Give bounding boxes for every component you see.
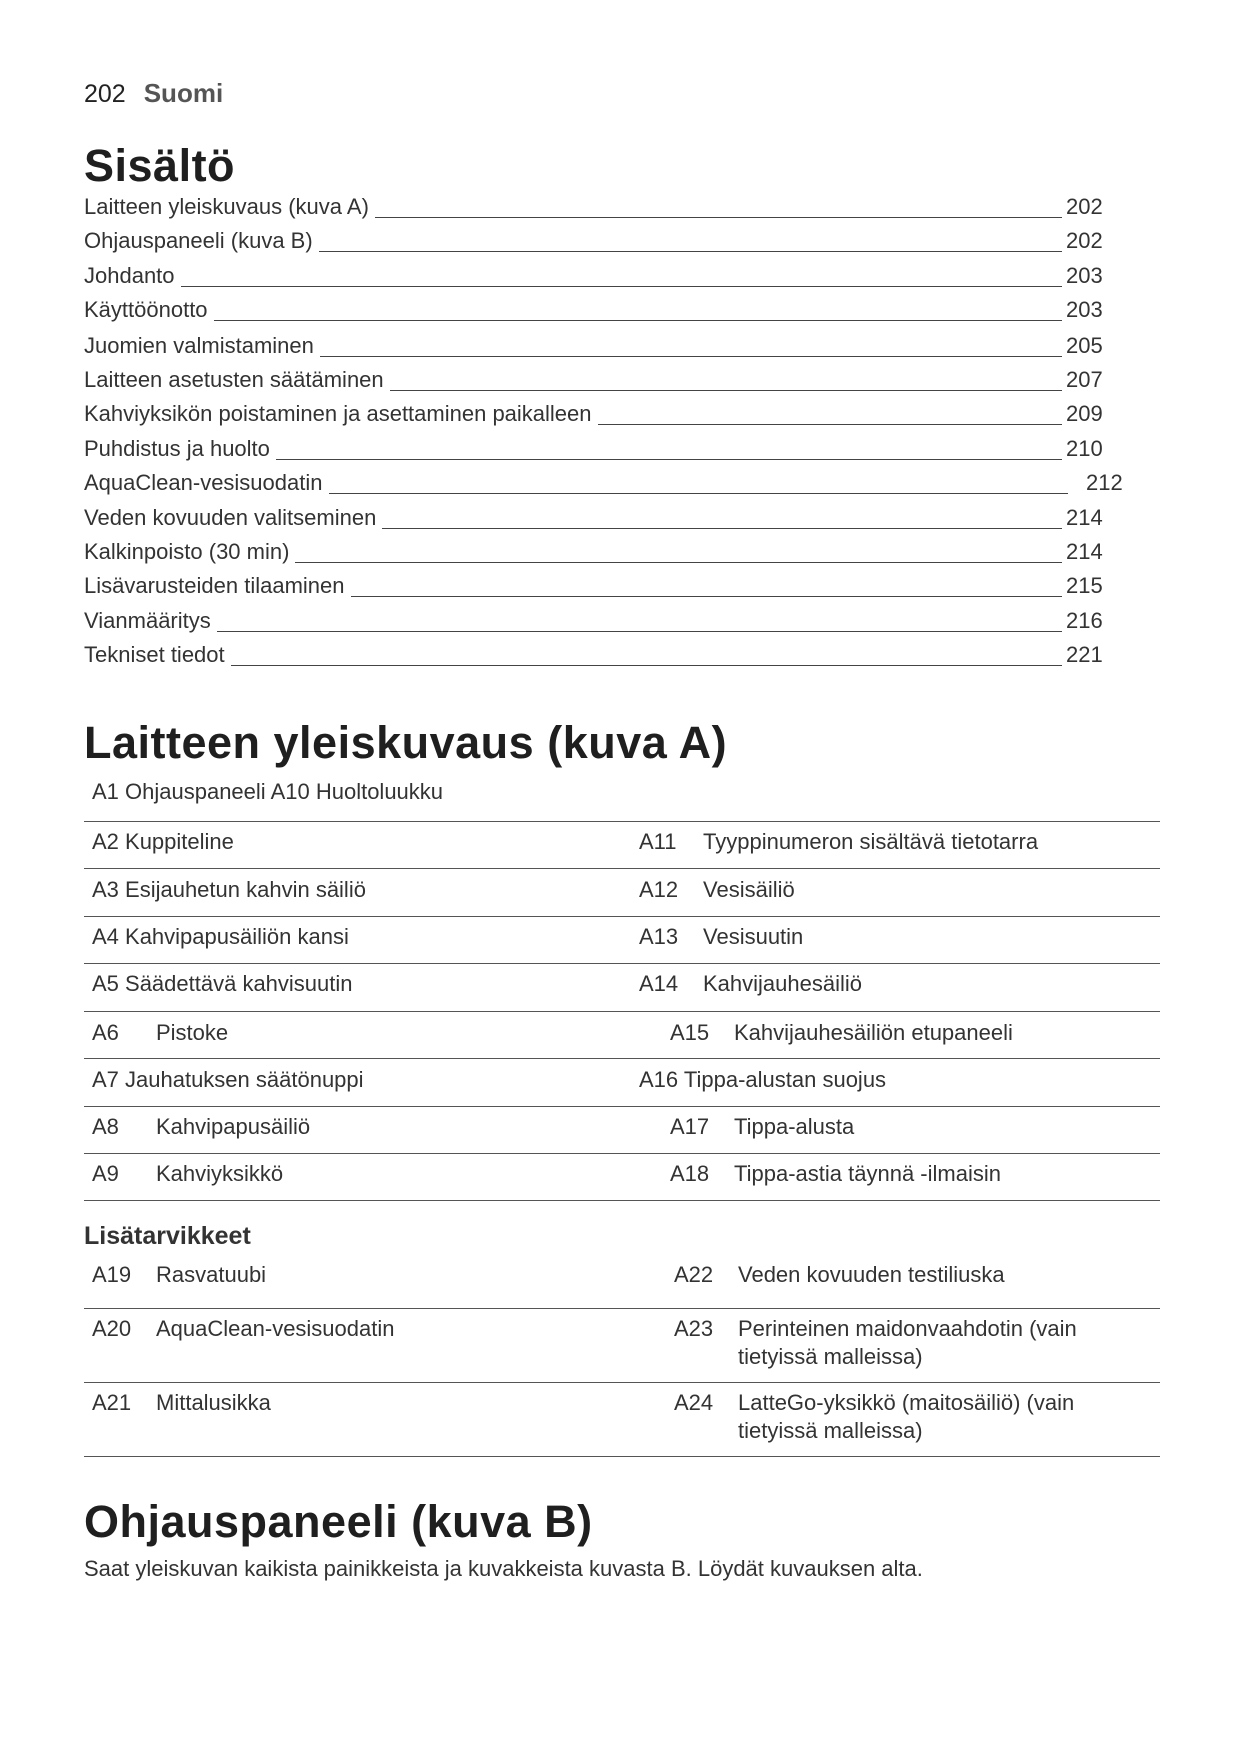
part-code: A11 [639, 829, 677, 854]
part-name: A4 Kahvipapusäiliön kansi [92, 924, 349, 949]
toc-entry-label: Vianmääritys [84, 608, 215, 634]
overview-title: Laitteen yleiskuvaus (kuva A) [84, 717, 728, 768]
toc-leader-line [217, 631, 1062, 632]
toc-entry [84, 608, 1164, 638]
toc-entry-page: 214 [1066, 539, 1103, 564]
toc-entry-label: Veden kovuuden valitseminen [84, 505, 380, 531]
toc-leader-line [375, 217, 1062, 218]
part-name: Kahvijauhesäiliö [703, 971, 862, 996]
part-code: A24 [674, 1390, 714, 1415]
control-panel-text: Saat yleiskuvan kaikista painikkeista ja kuvakkeista kuvasta B. Löydät kuvauksen alta. [84, 1556, 923, 1581]
toc-entry [84, 297, 1164, 327]
toc-entry-page: 209 [1066, 401, 1103, 426]
toc-leader-line [276, 459, 1062, 460]
toc-entry [84, 263, 1164, 293]
toc-entry-page: 202 [1066, 194, 1103, 219]
toc-entry-label: Tekniset tiedot [84, 642, 229, 668]
part-code: A21 [92, 1390, 132, 1415]
toc-entry-page: 202 [1066, 228, 1103, 253]
toc-entry [84, 505, 1164, 535]
page-number: 202 [84, 80, 126, 108]
toc-leader-line [351, 596, 1063, 597]
toc-entry-label: Laitteen yleiskuvaus (kuva A) [84, 194, 373, 220]
part-code: A17 [670, 1114, 710, 1139]
control-panel-title: Ohjauspaneeli (kuva B) [84, 1496, 593, 1547]
part-row [84, 916, 1160, 963]
overview-intro: A1 Ohjauspaneeli A10 Huoltoluukku [92, 779, 444, 804]
row-rule [84, 1456, 1160, 1457]
toc-entry-label: Käyttöönotto [84, 297, 212, 323]
part-row [84, 963, 1160, 1011]
toc-entry-label: Laitteen asetusten säätäminen [84, 367, 388, 393]
toc-entry [84, 333, 1164, 363]
part-name: Vesisäiliö [703, 877, 795, 902]
toc-entry-page: 210 [1066, 436, 1103, 461]
part-name: A16 Tippa-alustan suojus [639, 1067, 887, 1092]
toc-entry [84, 470, 1164, 500]
toc-entry-page: 203 [1066, 297, 1103, 322]
part-name: Pistoke [156, 1020, 229, 1045]
language-label: Suomi [143, 78, 224, 108]
part-code: A12 [639, 877, 679, 902]
part-name: Kahvipapusäiliö [156, 1114, 311, 1139]
toc-entry-label: Ohjauspaneeli (kuva B) [84, 228, 317, 254]
page-header [84, 78, 223, 109]
toc-entry-page: 207 [1066, 367, 1103, 392]
part-row [84, 1058, 1160, 1106]
accessory-row [84, 1382, 1160, 1456]
part-row [84, 1153, 1160, 1200]
toc-entry-page: 216 [1066, 608, 1103, 633]
part-code: A13 [639, 924, 679, 949]
part-row [84, 868, 1160, 916]
part-code: A22 [674, 1262, 714, 1287]
toc-entry-page: 212 [1086, 470, 1123, 495]
part-code: A8 [92, 1114, 119, 1139]
accessories-title: Lisätarvikkeet [84, 1222, 251, 1250]
part-name: Tippa-alusta [734, 1114, 855, 1139]
toc-leader-line [320, 356, 1062, 357]
toc-entry [84, 573, 1164, 603]
part-name: AquaClean-vesisuodatin [156, 1316, 395, 1341]
toc-entry-label: Lisävarusteiden tilaaminen [84, 573, 349, 599]
part-row [84, 1011, 1160, 1058]
toc-title: Sisältö [84, 140, 236, 191]
toc-entry-label: Juomien valmistaminen [84, 333, 318, 359]
accessory-row [84, 1308, 1160, 1382]
toc-leader-line [181, 286, 1062, 287]
toc-entry [84, 642, 1164, 672]
part-name: A5 Säädettävä kahvisuutin [92, 971, 353, 996]
toc-leader-line [319, 251, 1062, 252]
part-name: Kahviyksikkö [156, 1161, 284, 1186]
part-code: A23 [674, 1316, 714, 1341]
toc-entry [84, 194, 1164, 224]
part-code: A6 [92, 1020, 119, 1045]
toc-entry [84, 539, 1164, 569]
part-code: A14 [639, 971, 679, 996]
toc-leader-line [231, 665, 1062, 666]
part-row [84, 821, 1160, 868]
toc-leader-line [598, 424, 1062, 425]
toc-entry-label: Kalkinpoisto (30 min) [84, 539, 293, 565]
toc-entry [84, 228, 1164, 258]
toc-entry-label: Kahviyksikön poistaminen ja asettaminen paikalleen [84, 401, 596, 427]
part-name: Perinteinen maidonvaahdotin (vain tietyissä malleissa) [738, 1316, 1077, 1369]
toc-leader-line [390, 390, 1062, 391]
toc-entry-page: 215 [1066, 573, 1103, 598]
part-code: A19 [92, 1262, 132, 1287]
part-name: Kahvijauhesäiliön etupaneeli [734, 1020, 1013, 1045]
toc-entry [84, 367, 1164, 397]
part-name: Rasvatuubi [156, 1262, 267, 1287]
toc-entry-page: 205 [1066, 333, 1103, 358]
part-name: LatteGo-yksikkö (maitosäiliö) (vain tietyissä malleissa) [738, 1390, 1075, 1443]
part-name: Mittalusikka [156, 1390, 271, 1415]
accessory-row [84, 1262, 1160, 1308]
part-name: Tippa-astia täynnä -ilmaisin [734, 1161, 1001, 1186]
toc-leader-line [295, 562, 1062, 563]
toc-entry-label: Johdanto [84, 263, 179, 289]
part-name: Tyyppinumeron sisältävä tietotarra [703, 829, 1039, 854]
toc-entry-label: Puhdistus ja huolto [84, 436, 274, 462]
toc-entry-page: 203 [1066, 263, 1103, 288]
part-row [84, 1106, 1160, 1153]
toc-entry-label: AquaClean-vesisuodatin [84, 470, 327, 496]
toc-entry [84, 401, 1164, 431]
part-name: A7 Jauhatuksen säätönuppi [92, 1067, 364, 1092]
part-code: A9 [92, 1161, 119, 1186]
toc-entry-page: 221 [1066, 642, 1103, 667]
part-name: Vesisuutin [703, 924, 804, 949]
row-rule [84, 1200, 1160, 1201]
part-name: A2 Kuppiteline [92, 829, 234, 854]
part-code: A15 [670, 1020, 710, 1045]
part-name: Veden kovuuden testiliuska [738, 1262, 1005, 1287]
toc-entry-page: 214 [1066, 505, 1103, 530]
part-code: A18 [670, 1161, 710, 1186]
toc-leader-line [382, 528, 1062, 529]
toc-leader-line [329, 493, 1069, 494]
toc-entry [84, 436, 1164, 466]
toc-leader-line [214, 320, 1062, 321]
part-name: A3 Esijauhetun kahvin säiliö [92, 877, 366, 902]
part-code: A20 [92, 1316, 132, 1341]
